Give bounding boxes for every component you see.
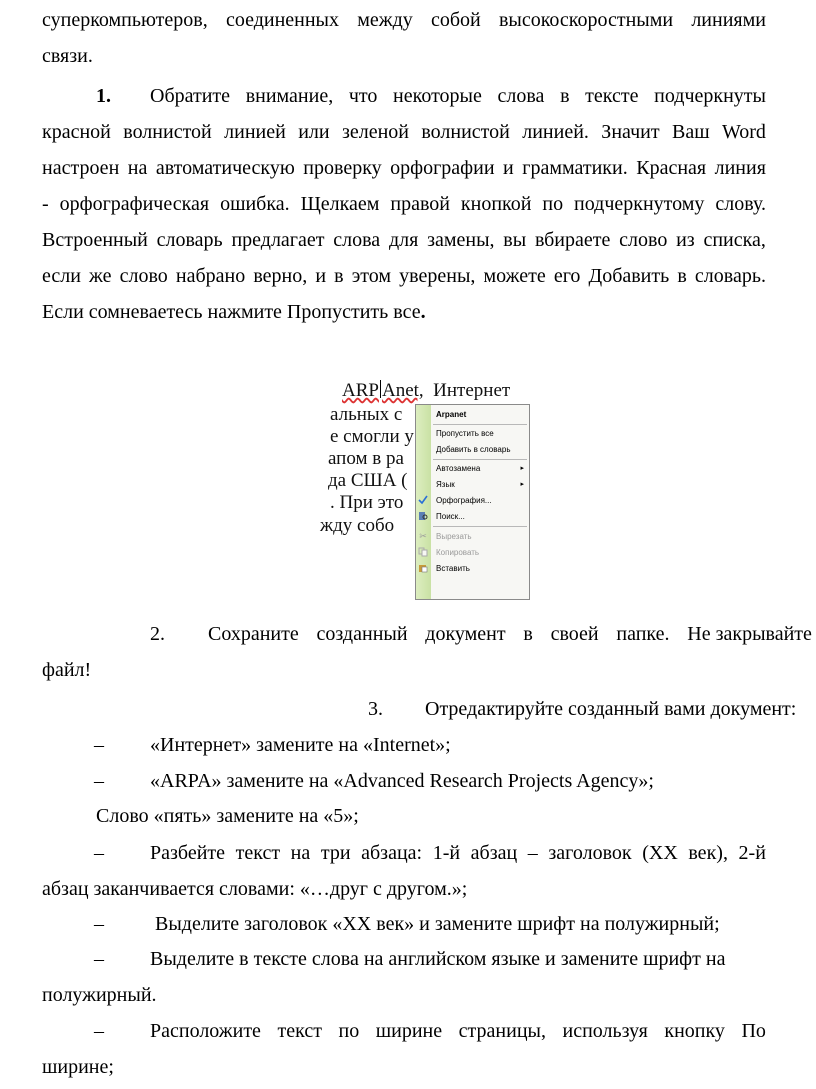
scissors-icon: ✂ <box>419 531 427 541</box>
task-line: Выделите заголовок «ХХ век» и замените шрифт на полужирный; <box>155 913 720 935</box>
word: соединенных <box>225 9 339 31</box>
copy-icon <box>418 547 428 557</box>
text-line: Отредактируйте созданный вами документ: <box>425 698 797 720</box>
text-line: красной волнистой линией или зеленой волнистой линией. Значит Ваш Word <box>42 121 766 143</box>
menu-item-search[interactable] <box>431 509 529 524</box>
bullet-dash: – <box>94 948 104 970</box>
list-number: 3. <box>368 698 383 720</box>
task-line: абзац заканчивается словами: «…друг с другом.»; <box>42 878 468 900</box>
menu-item-cut[interactable] <box>419 529 529 544</box>
doc-line <box>342 380 510 402</box>
task-line: Выделите в тексте слова на английском языке и замените шрифт на <box>150 948 726 970</box>
menu-separator <box>433 526 527 527</box>
word: высокоскоростными <box>498 9 674 31</box>
doc-line: . При это <box>330 492 404 513</box>
menu-item-label: Автозамена <box>436 464 481 473</box>
list-number: 2. <box>150 623 165 645</box>
doc-line: жду собо <box>320 515 395 536</box>
text-line: настроен на автоматическую проверку орфографии и грамматики. Красная линия <box>42 157 766 179</box>
task-line: полужирный. <box>42 984 157 1006</box>
doc-line: да США ( <box>328 470 408 491</box>
word: линиями <box>691 9 766 31</box>
menu-item-suggestion[interactable]: Arpanet <box>436 410 467 419</box>
misspelled-word: ARP Anet, <box>342 380 424 401</box>
word: между <box>357 9 413 31</box>
task-line: «Интернет» замените на «Internet»; <box>150 734 451 756</box>
task-line: ширине; <box>42 1056 114 1078</box>
doc-line: апом в ра <box>328 448 404 469</box>
bullet-dash: – <box>94 770 104 792</box>
word: суперкомпьютеров, <box>42 9 208 31</box>
menu-separator <box>433 459 527 460</box>
word: собой <box>430 9 481 31</box>
menu-item-label: Поиск... <box>436 512 465 521</box>
text-line: файл! <box>42 659 92 681</box>
line-end: . <box>420 301 426 323</box>
menu-item-language[interactable] <box>431 477 529 492</box>
text-line: связи. <box>42 45 93 67</box>
text-line: Встроенный словарь предлагает слова для замены, вы вбираете слово из списка, <box>42 229 766 251</box>
menu-item-label: Орфография... <box>436 496 492 505</box>
list-number: 1. <box>96 85 111 107</box>
spellcheck-screenshot <box>312 372 532 572</box>
paste-icon <box>418 563 428 573</box>
doc-line: альных с <box>330 404 403 425</box>
menu-item-autocorrect[interactable] <box>431 461 529 476</box>
doc-word: Интернет <box>433 380 511 401</box>
task-line: Слово «пять» замените на «5»; <box>96 805 359 827</box>
text-line: Сохраните созданный документ в своей папке. Не закрывайте <box>208 623 812 645</box>
menu-item-add-to-dictionary[interactable]: Добавить в словарь <box>436 445 511 454</box>
text-line <box>42 300 426 324</box>
bullet-dash: – <box>94 913 104 935</box>
task-line: Разбейте текст на три абзаца: 1-й абзац – заголовок (ХХ век), 2-й <box>150 842 766 864</box>
menu-item-spelling[interactable] <box>431 493 529 508</box>
menu-item-paste[interactable] <box>431 561 529 576</box>
bullet-dash: – <box>94 734 104 756</box>
menu-item-copy[interactable] <box>431 545 529 560</box>
text-cursor <box>380 380 381 398</box>
search-book-icon <box>418 511 428 521</box>
menu-item-label: Копировать <box>436 548 480 557</box>
menu-item-label: Вставить <box>436 564 470 573</box>
context-menu <box>415 404 530 600</box>
bullet-dash: – <box>94 1020 104 1042</box>
menu-item-label: Вырезать <box>436 532 472 541</box>
text-line: - орфографическая ошибка. Щелкаем правой кнопкой по подчеркнутому слову. <box>42 193 766 215</box>
doc-line: е смогли у <box>330 426 414 447</box>
text-line <box>42 8 766 32</box>
task-line: «ARPA» замените на «Advanced Research Projects Agency»; <box>150 770 654 792</box>
task-line: Расположите текст по ширине страницы, используя кнопку По <box>150 1020 766 1042</box>
text-line: Обратите внимание, что некоторые слова в тексте подчеркнуты <box>150 85 766 107</box>
text-line: если же слово набрано верно, и в этом уверены, можете его Добавить в словарь. <box>42 265 766 287</box>
submenu-arrow-icon: ▸ <box>520 481 524 488</box>
bullet-dash: – <box>94 842 104 864</box>
menu-separator <box>433 424 527 425</box>
submenu-arrow-icon: ▸ <box>520 465 524 472</box>
line-text: Если сомневаетесь нажмите Пропустить все <box>42 301 421 323</box>
spelling-check-icon <box>418 495 428 505</box>
menu-item-label: Язык <box>436 480 455 489</box>
menu-item-skip-all[interactable]: Пропустить все <box>436 429 494 438</box>
